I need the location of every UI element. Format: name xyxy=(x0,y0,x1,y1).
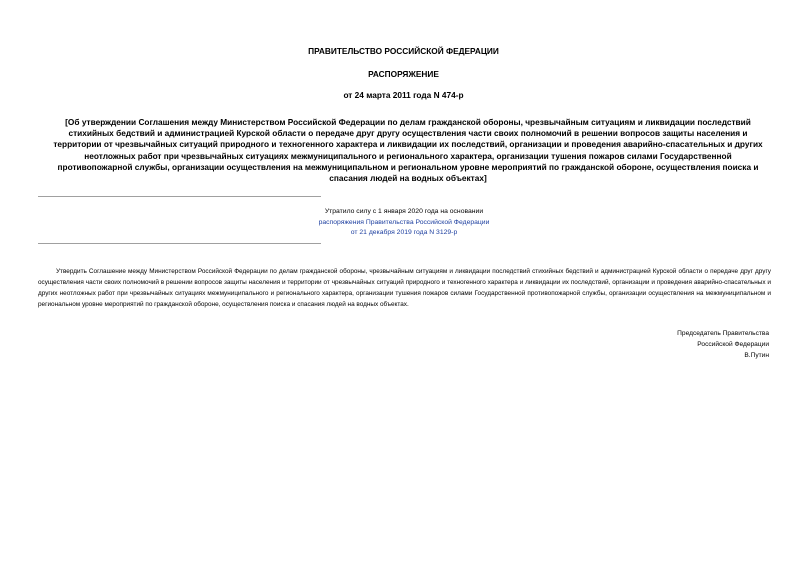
status-note xyxy=(268,207,540,239)
repeal-order-link[interactable] xyxy=(268,218,540,239)
document-date-number: от 24 марта 2011 года N 474-р xyxy=(343,90,464,100)
body-paragraph: Утвердить Соглашение между Министерством Российской Федерации по делам гражданской обороны, чрезвычайным ситуациям и ликвидации последствий стихийных бедствий и администрацией Курской области о передаче друг другу осуществления части своих полномочий в решении вопросов защиты населения и территории от чрезвычайных ситуаций природного и техногенного характера и ликвидации их последствий, организации и проведения аварийно-спасательных и других неотложных работ при чрезвычайных ситуациях межмуниципального и регионального характера, организации тушения пожаров силами Государственной противопожарной службы, организации осуществления на межмуниципальном и региональном уровне мероприятий по гражданской обороне, осуществления поиска и спасания людей на водных объектах. xyxy=(38,268,771,308)
divider-bottom xyxy=(38,243,321,244)
repeal-order-link-line2: от 21 декабря 2019 года N 3129-р xyxy=(350,229,458,236)
signature-position-line1: Председатель Правительства xyxy=(677,330,769,337)
signature-name: В.Путин xyxy=(744,352,769,359)
divider-top xyxy=(38,196,321,197)
signature-block xyxy=(677,328,769,361)
signature-position-line2: Российской Федерации xyxy=(697,341,769,348)
document-type-heading: РАСПОРЯЖЕНИЕ xyxy=(368,69,439,79)
repeal-order-link-line1: распоряжения Правительства Российской Федерации xyxy=(318,218,490,226)
government-heading: ПРАВИТЕЛЬСТВО РОССИЙСКОЙ ФЕДЕРАЦИИ xyxy=(308,46,499,56)
status-note-text: Утратило силу с 1 января 2020 года на основании xyxy=(324,208,484,215)
document-subject: [Об утверждении Соглашения между Министерством Российской Федерации по делам гражданской обороны, чрезвычайным ситуациям и ликвидации последствий стихийных бедствий и администрацией Курской области о передаче друг другу осуществления части своих полномочий в решении вопросов защиты населения и территории от чрезвычайных ситуаций природного и техногенного характера и ликвидации их последствий, организации и проведения аварийно-спасательных и других неотложных работ при чрезвычайных ситуациях межмуниципального и регионального характера, организации тушения пожаров силами Государственной противопожарной службы, организации осуществления на межмуниципальном и региональном уровне мероприятий по гражданской обороне, осуществления поиска и спасания людей на водных объектах] xyxy=(53,117,763,184)
